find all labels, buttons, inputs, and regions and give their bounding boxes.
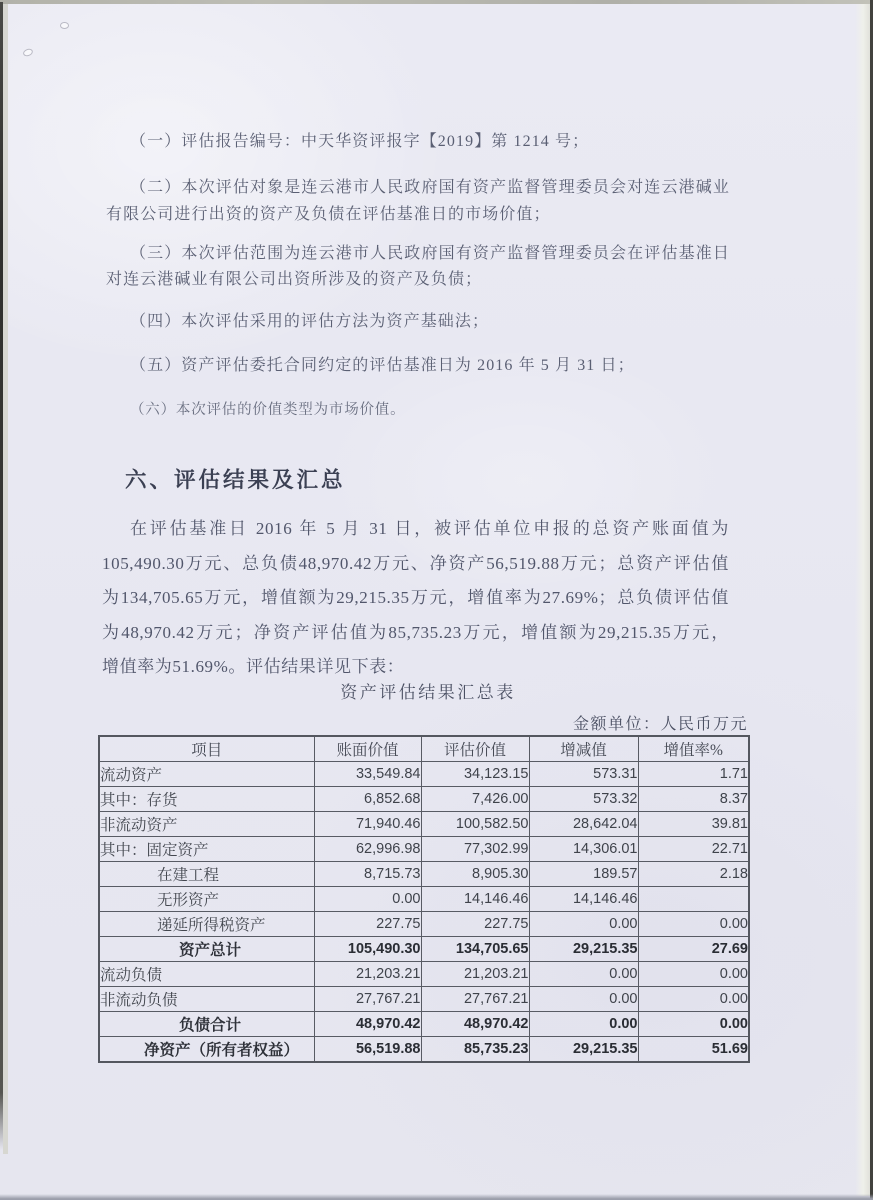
- rate-cell: 8.37: [638, 787, 749, 812]
- summary-line-1: 在评估基准日 2016 年 5 月 31 日，被评估单位申报的总资产账面值为: [130, 519, 729, 538]
- clause-4: （四）本次评估采用的评估方法为资产基础法；: [130, 313, 490, 330]
- header-appraised-value: 评估价值: [421, 736, 529, 762]
- table-row-total-liabilities: [99, 1011, 749, 1036]
- table-row-fixed-assets: [99, 836, 749, 861]
- clause-2-line-2: 有限公司进行出资的资产及负债在评估基准日的市场价值；: [106, 206, 551, 223]
- rate-cell: 22.71: [638, 836, 749, 861]
- clause-6: （六）本次评估的价值类型为市场价值。: [130, 402, 406, 418]
- appraised-value-cell: 77,302.99: [421, 836, 529, 861]
- summary-line-2: 105,490.30万元、总负债48,970.42万元、净资产56,519.88万元；总资产评估值: [102, 553, 729, 573]
- book-value-cell: 0.00: [314, 886, 421, 911]
- paper-speck: [22, 48, 34, 58]
- scan-edge-bottom: [0, 1194, 873, 1200]
- change-cell: 189.57: [529, 861, 638, 886]
- change-cell: 0.00: [529, 911, 638, 936]
- rate-cell: 39.81: [638, 812, 749, 837]
- table-title: 资产评估结果汇总表: [340, 683, 516, 702]
- change-cell: 573.31: [529, 762, 638, 787]
- change-cell: 14,306.01: [529, 836, 638, 861]
- table-row-current-liabilities: [99, 961, 749, 986]
- row-label: 其中：固定资产: [99, 836, 314, 861]
- table-row-noncurrent-liabilities: [99, 986, 749, 1011]
- clause-3-line-2: 对连云港碱业有限公司出资所涉及的资产及负债；: [106, 271, 483, 288]
- header-item: 项目: [99, 736, 314, 762]
- summary-line-3: 为134,705.65万元，增值额为29,215.35万元，增值率为27.69%；总负债评估值: [102, 588, 729, 608]
- appraised-value-cell: 34,123.15: [421, 762, 529, 787]
- appraised-value-cell: 48,970.42: [421, 1011, 529, 1036]
- change-cell: 0.00: [529, 961, 638, 986]
- clause-3-line-1: （三）本次评估范围为连云港市人民政府国有资产监督管理委员会在评估基准日: [130, 245, 730, 262]
- change-cell: 0.00: [529, 1011, 638, 1036]
- table-row-intangible-assets: [99, 886, 749, 911]
- book-value-cell: 48,970.42: [314, 1011, 421, 1036]
- change-cell: 29,215.35: [529, 1036, 638, 1062]
- rate-cell: 27.69: [638, 936, 749, 961]
- scan-edge-top: [0, 0, 873, 4]
- summary-line-5: 增值率为51.69%。评估结果详见下表：: [102, 657, 405, 677]
- row-label: 非流动资产: [99, 812, 314, 837]
- table-row-net-assets: [99, 1036, 749, 1062]
- rate-cell: 0.00: [638, 961, 749, 986]
- book-value-cell: 56,519.88: [314, 1036, 421, 1062]
- rate-cell: 0.00: [638, 986, 749, 1011]
- appraised-value-cell: 7,426.00: [421, 787, 529, 812]
- clause-2-line-1: （二）本次评估对象是连云港市人民政府国有资产监督管理委员会对连云港碱业: [130, 179, 730, 196]
- appraised-value-cell: 134,705.65: [421, 936, 529, 961]
- change-cell: 0.00: [529, 986, 638, 1011]
- rate-cell: 0.00: [638, 911, 749, 936]
- table-header-row: [99, 736, 749, 762]
- row-label: 资产总计: [99, 936, 314, 961]
- row-label: 无形资产: [99, 886, 314, 911]
- row-label: 非流动负债: [99, 986, 314, 1011]
- rate-cell: 1.71: [638, 762, 749, 787]
- table-row-total-assets: [99, 936, 749, 961]
- paper-speck: [60, 22, 69, 29]
- book-value-cell: 71,940.46: [314, 812, 421, 837]
- row-label: 其中：存货: [99, 787, 314, 812]
- scan-edge-right-light: [855, 4, 870, 1196]
- change-cell: 29,215.35: [529, 936, 638, 961]
- table-row-inventory: [99, 787, 749, 812]
- row-label: 流动资产: [99, 762, 314, 787]
- summary-paragraph: [102, 512, 729, 685]
- table-row-current-assets: [99, 762, 749, 787]
- change-cell: 28,642.04: [529, 812, 638, 837]
- appraised-value-cell: 27,767.21: [421, 986, 529, 1011]
- book-value-cell: 227.75: [314, 911, 421, 936]
- header-change: 增减值: [529, 736, 638, 762]
- header-book-value: 账面价值: [314, 736, 421, 762]
- header-rate: 增值率%: [638, 736, 749, 762]
- appraisal-results-table: [98, 735, 750, 1063]
- row-label: 递延所得税资产: [99, 911, 314, 936]
- appraised-value-cell: 8,905.30: [421, 861, 529, 886]
- summary-line-4: 为48,970.42万元；净资产评估值为85,735.23万元，增值额为29,215.35万元，: [102, 622, 729, 642]
- row-label: 净资产（所有者权益）: [99, 1036, 314, 1062]
- row-label: 负债合计: [99, 1011, 314, 1036]
- row-label: 流动负债: [99, 961, 314, 986]
- clause-5: （五）资产评估委托合同约定的评估基准日为 2016 年 5 月 31 日；: [130, 357, 635, 374]
- rate-cell: [638, 886, 749, 911]
- table-row-deferred-tax-assets: [99, 911, 749, 936]
- table-row-construction-in-progress: [99, 861, 749, 886]
- clause-1: （一）评估报告编号：中天华资评报字【2019】第 1214 号；: [130, 133, 590, 150]
- book-value-cell: 27,767.21: [314, 986, 421, 1011]
- book-value-cell: 8,715.73: [314, 861, 421, 886]
- book-value-cell: 21,203.21: [314, 961, 421, 986]
- scan-edge-left-light: [3, 4, 8, 1154]
- table-unit-label: 金额单位：人民币万元: [572, 716, 748, 733]
- rate-cell: 0.00: [638, 1011, 749, 1036]
- book-value-cell: 62,996.98: [314, 836, 421, 861]
- table-row-noncurrent-assets: [99, 812, 749, 837]
- appraised-value-cell: 14,146.46: [421, 886, 529, 911]
- row-label: 在建工程: [99, 861, 314, 886]
- rate-cell: 2.18: [638, 861, 749, 886]
- book-value-cell: 6,852.68: [314, 787, 421, 812]
- change-cell: 14,146.46: [529, 886, 638, 911]
- appraised-value-cell: 227.75: [421, 911, 529, 936]
- book-value-cell: 105,490.30: [314, 936, 421, 961]
- section-heading: 六、评估结果及汇总: [125, 468, 346, 492]
- appraised-value-cell: 85,735.23: [421, 1036, 529, 1062]
- appraised-value-cell: 100,582.50: [421, 812, 529, 837]
- appraised-value-cell: 21,203.21: [421, 961, 529, 986]
- change-cell: 573.32: [529, 787, 638, 812]
- rate-cell: 51.69: [638, 1036, 749, 1062]
- book-value-cell: 33,549.84: [314, 762, 421, 787]
